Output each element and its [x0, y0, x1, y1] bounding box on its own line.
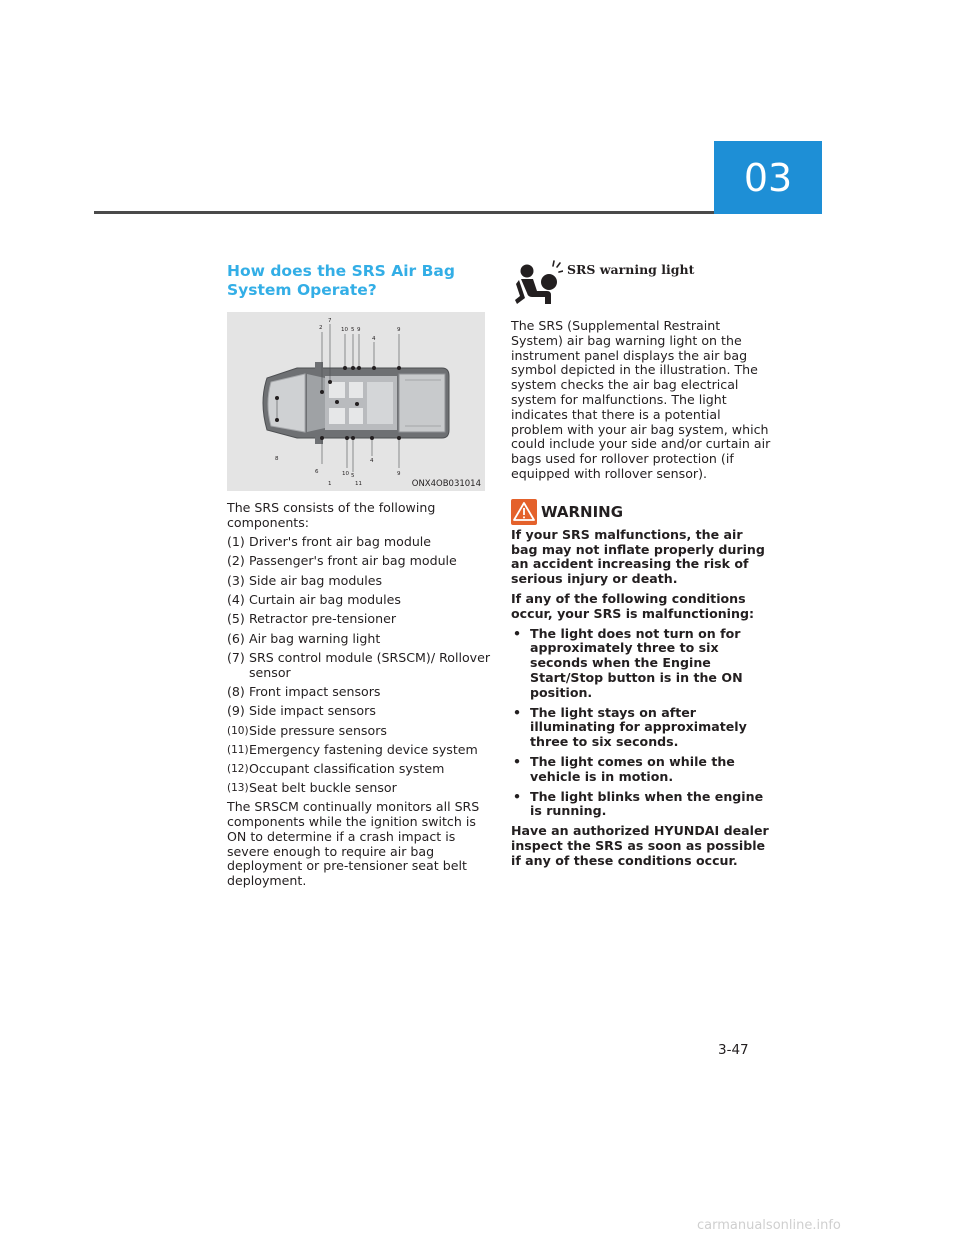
list-item: • The light stays on after illuminating for approximately three to six seconds.	[513, 704, 747, 750]
callout-7: 7	[328, 318, 332, 324]
warning-paragraph-3: Have an authorized HYUNDAI dealer inspect the SRS as soon as possible if any of these conditions occur.	[511, 823, 769, 868]
callout-11: 11	[355, 481, 362, 487]
warning-paragraph-1: If your SRS malfunctions, the air bag may not inflate properly during an accident increasing the risk of serious injury or death.	[511, 526, 765, 587]
list-item: (3) Side air bag modules	[227, 572, 383, 588]
srs-figure	[227, 312, 485, 491]
list-item: (9) Side impact sensors	[227, 703, 376, 719]
list-item: (2) Passenger's front air bag module	[227, 553, 457, 569]
srscm-paragraph: The SRSCM continually monitors all SRS components while the ignition switch is ON to determine if a crash impact is severe enough to require air bag deployment or pre-tensioner seat belt deployment.	[227, 799, 480, 889]
components-list	[227, 535, 492, 796]
callout-5b: 5	[351, 473, 355, 479]
callout-9c: 9	[397, 471, 401, 477]
list-item: • The light blinks when the engine is running.	[513, 788, 764, 819]
section-title: How does the SRS Air Bag System Operate?	[227, 262, 455, 299]
callout-6: 6	[315, 469, 319, 475]
header-divider	[94, 211, 714, 214]
page-number: 3-47	[718, 1042, 749, 1058]
left-column	[227, 262, 492, 889]
callout-9b: 9	[397, 327, 401, 333]
right-column	[511, 258, 771, 869]
warning-triangle-icon	[511, 499, 537, 525]
callout-10: 10	[341, 327, 348, 333]
callout-4b: 4	[370, 458, 374, 464]
list-item: (7) SRS control module (SRSCM)/ Rollover sensor	[227, 649, 491, 680]
srs-light-paragraph: The SRS (Supplemental Restraint System) air bag warning light on the instrument panel displays the air bag symbol depicted in the illustration. The system checks the air bag electrical system for malfunctions. The light indicates that there is a potential problem with your air bag system, which could include your side and/or curtain air bags used for rollover protection (if equipped with rollover sensor).	[511, 318, 771, 481]
callout-8: 8	[275, 456, 279, 462]
srs-light-title: SRS warning light	[567, 262, 695, 277]
list-item: (8) Front impact sensors	[227, 683, 381, 699]
callout-10b: 10	[342, 471, 349, 477]
warning-bullets	[511, 627, 771, 820]
srs-light-header	[511, 258, 771, 310]
list-item: • The light comes on while the vehicle is in motion.	[513, 753, 735, 784]
list-item: (6) Air bag warning light	[227, 630, 381, 646]
list-item: (4) Curtain air bag modules	[227, 591, 401, 607]
warning-paragraph-2: If any of the following conditions occur, your SRS is malfunctioning:	[511, 590, 755, 621]
vehicle-diagram	[227, 312, 485, 491]
callout-1: 1	[328, 481, 332, 487]
components-intro: The SRS consists of the following components:	[227, 500, 436, 530]
warning-title: WARNING	[541, 502, 624, 521]
figure-code: ONX4OB031014	[411, 479, 481, 489]
list-item: (12) Occupant classification system	[227, 761, 445, 777]
airbag-warning-icon	[511, 258, 563, 310]
list-item: (1) Driver's front air bag module	[227, 534, 432, 550]
callout-2: 2	[319, 325, 323, 331]
warning-header	[511, 498, 771, 526]
watermark: carmanualsonline.info	[697, 1218, 841, 1233]
callout-5: 5	[351, 327, 355, 333]
list-item: (11) Emergency fastening device system	[227, 741, 478, 757]
callout-4: 4	[372, 336, 376, 342]
list-item: (5) Retractor pre-tensioner	[227, 611, 397, 627]
chapter-number: 03	[743, 155, 793, 200]
list-item: (13) Seat belt buckle sensor	[227, 780, 397, 796]
list-item: (10) Side pressure sensors	[227, 722, 387, 738]
list-item: • The light does not turn on for approximately three to six seconds when the Engine Start/Stop button is in the ON position.	[513, 625, 743, 700]
callout-9: 9	[357, 327, 361, 333]
chapter-tab	[714, 141, 822, 214]
